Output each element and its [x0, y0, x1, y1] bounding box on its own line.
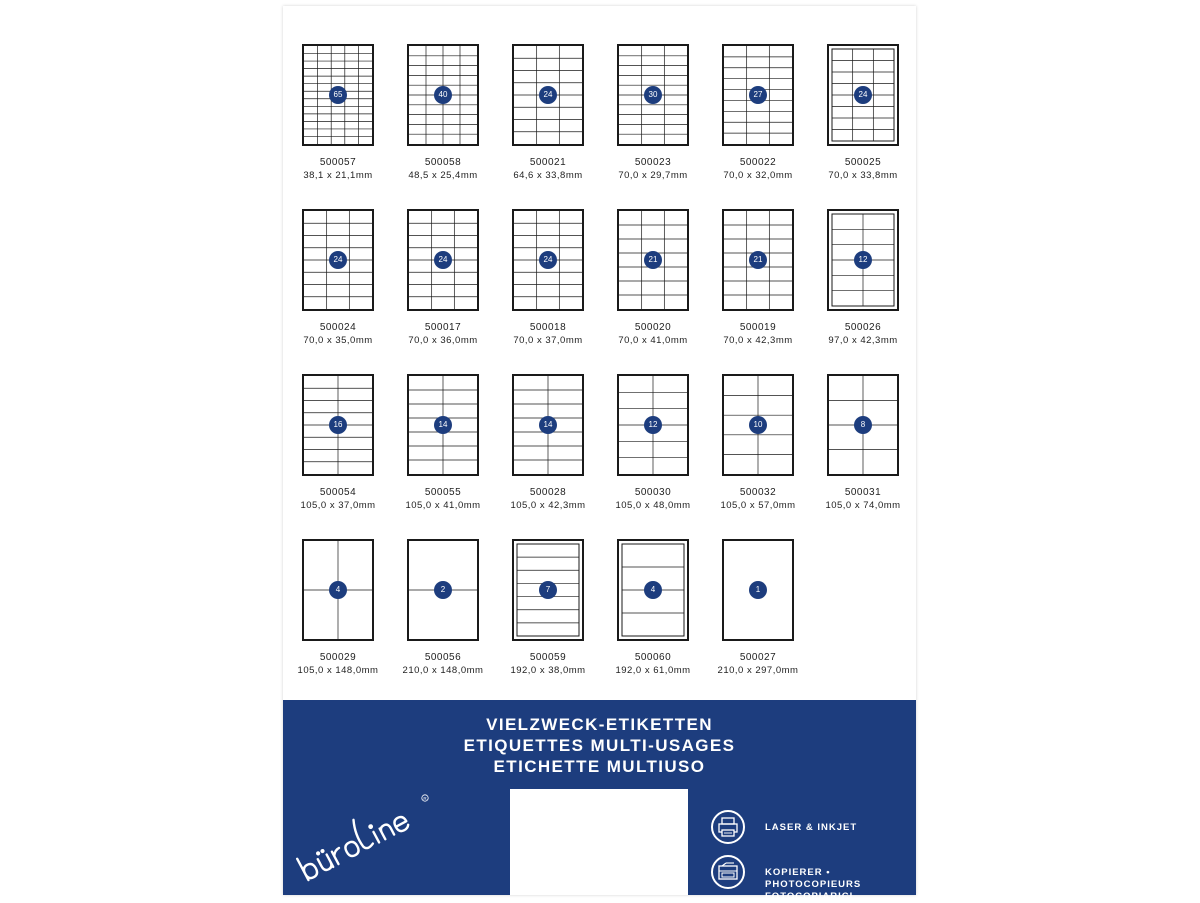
article-number: 500028	[529, 487, 567, 498]
printer-icon	[711, 810, 745, 844]
label-format-item	[713, 209, 803, 347]
label-sheet-thumbnail	[722, 374, 794, 476]
label-dimensions: 70,0 x 32,0mm	[723, 170, 793, 181]
label-sheet-thumbnail	[512, 44, 584, 146]
label-dimensions: 70,0 x 41,0mm	[618, 335, 688, 346]
label-format-grid	[283, 6, 916, 696]
label-dimensions: 105,0 x 74,0mm	[825, 500, 901, 511]
label-sheet-thumbnail	[512, 209, 584, 311]
label-count-badge: 10	[749, 416, 767, 434]
label-count-badge: 2	[434, 581, 452, 599]
label-format-item	[398, 539, 488, 677]
label-dimensions: 70,0 x 36,0mm	[408, 335, 478, 346]
label-count-badge: 27	[749, 86, 767, 104]
article-number: 500018	[529, 322, 567, 333]
label-sheet-thumbnail	[512, 539, 584, 641]
label-sheet-thumbnail	[302, 539, 374, 641]
label-count-badge: 24	[329, 251, 347, 269]
label-format-item	[608, 539, 698, 677]
label-dimensions: 105,0 x 42,3mm	[510, 500, 586, 511]
label-sheet-thumbnail	[617, 44, 689, 146]
label-count-badge: 40	[434, 86, 452, 104]
label-sheet-thumbnail	[827, 374, 899, 476]
label-dimensions: 192,0 x 38,0mm	[510, 665, 586, 676]
label-dimensions: 210,0 x 297,0mm	[717, 665, 799, 676]
label-dimensions: 70,0 x 37,0mm	[513, 335, 583, 346]
label-format-item	[818, 209, 908, 347]
article-number: 500027	[739, 652, 777, 663]
label-format-item	[293, 539, 383, 677]
label-sheet-thumbnail	[302, 374, 374, 476]
label-sheet-thumbnail	[302, 44, 374, 146]
label-format-item	[608, 209, 698, 347]
label-dimensions: 97,0 x 42,3mm	[828, 335, 898, 346]
label-dimensions: 105,0 x 148,0mm	[297, 665, 379, 676]
label-count-badge: 24	[539, 251, 557, 269]
article-number: 500058	[424, 157, 462, 168]
feature-copier-line-1: KOPIERER • PHOTOCOPIEURS	[765, 867, 862, 890]
label-count-badge: 24	[854, 86, 872, 104]
label-dimensions: 192,0 x 61,0mm	[615, 665, 691, 676]
label-sheet-thumbnail	[827, 209, 899, 311]
label-count-badge: 1	[749, 581, 767, 599]
label-dimensions: 105,0 x 48,0mm	[615, 500, 691, 511]
label-count-badge: 14	[539, 416, 557, 434]
copier-icon	[711, 855, 745, 889]
article-number: 500025	[844, 157, 882, 168]
feature-copier-line-2: FOTOCOPIARICI	[765, 891, 854, 902]
label-format-item	[503, 209, 593, 347]
label-count-badge: 16	[329, 416, 347, 434]
label-count-badge: 14	[434, 416, 452, 434]
label-count-badge: 21	[644, 251, 662, 269]
article-number: 500031	[844, 487, 882, 498]
article-number: 500026	[844, 322, 882, 333]
label-format-item	[398, 209, 488, 347]
label-format-item	[398, 374, 488, 512]
title-italian: ETICHETTE MULTIUSO	[493, 757, 706, 776]
label-format-item	[713, 374, 803, 512]
article-number: 500022	[739, 157, 777, 168]
label-count-badge: 65	[329, 86, 347, 104]
article-number: 500060	[634, 652, 672, 663]
article-number: 500057	[319, 157, 357, 168]
label-dimensions: 38,1 x 21,1mm	[303, 170, 373, 181]
article-number: 500017	[424, 322, 462, 333]
label-format-item	[293, 209, 383, 347]
label-sheet-thumbnail	[302, 209, 374, 311]
label-sheet-thumbnail	[722, 209, 794, 311]
article-number: 500056	[424, 652, 462, 663]
label-count-badge: 30	[644, 86, 662, 104]
label-sample-window	[510, 789, 688, 895]
label-dimensions: 64,6 x 33,8mm	[513, 170, 583, 181]
label-sheet-thumbnail	[827, 44, 899, 146]
label-format-item	[608, 44, 698, 182]
label-format-item	[818, 44, 908, 182]
label-count-badge: 7	[539, 581, 557, 599]
article-number: 500059	[529, 652, 567, 663]
label-count-badge: 4	[329, 581, 347, 599]
title-german: VIELZWECK-ETIKETTEN	[486, 715, 713, 734]
label-count-badge: 21	[749, 251, 767, 269]
label-dimensions: 70,0 x 42,3mm	[723, 335, 793, 346]
label-count-badge: 12	[854, 251, 872, 269]
label-count-badge: 24	[434, 251, 452, 269]
label-sheet-thumbnail	[407, 539, 479, 641]
label-dimensions: 105,0 x 41,0mm	[405, 500, 481, 511]
label-sheet-thumbnail	[722, 539, 794, 641]
label-dimensions: 48,5 x 25,4mm	[408, 170, 478, 181]
label-format-item	[818, 374, 908, 512]
label-format-item	[503, 539, 593, 677]
label-sheet-thumbnail	[407, 374, 479, 476]
feature-copier-text	[765, 867, 916, 903]
article-number: 500020	[634, 322, 672, 333]
article-number: 500054	[319, 487, 357, 498]
label-count-badge: 24	[539, 86, 557, 104]
label-sheet-thumbnail	[617, 374, 689, 476]
label-sheet-thumbnail	[512, 374, 584, 476]
label-sheet-thumbnail	[407, 44, 479, 146]
article-number: 500024	[319, 322, 357, 333]
label-dimensions: 105,0 x 57,0mm	[720, 500, 796, 511]
label-sheet-thumbnail	[617, 539, 689, 641]
article-number: 500023	[634, 157, 672, 168]
article-number: 500019	[739, 322, 777, 333]
label-format-item	[293, 44, 383, 182]
article-number: 500029	[319, 652, 357, 663]
label-product-sheet	[283, 6, 916, 902]
label-count-badge: 12	[644, 416, 662, 434]
label-format-item	[713, 44, 803, 182]
article-number: 500030	[634, 487, 672, 498]
label-sheet-thumbnail	[722, 44, 794, 146]
label-format-item	[293, 374, 383, 512]
label-dimensions: 105,0 x 37,0mm	[300, 500, 376, 511]
label-format-item	[713, 539, 803, 677]
title-french: ETIQUETTES MULTI-USAGES	[463, 736, 736, 755]
article-number: 500032	[739, 487, 777, 498]
label-format-item	[398, 44, 488, 182]
brand-logo	[287, 788, 437, 888]
label-dimensions: 70,0 x 29,7mm	[618, 170, 688, 181]
label-sheet-thumbnail	[407, 209, 479, 311]
product-titles	[283, 714, 916, 777]
label-dimensions: 210,0 x 148,0mm	[402, 665, 484, 676]
label-format-item	[503, 374, 593, 512]
label-sheet-thumbnail	[617, 209, 689, 311]
label-format-item	[503, 44, 593, 182]
label-count-badge: 8	[854, 416, 872, 434]
feature-printer-text: LASER & INKJET	[765, 822, 858, 833]
label-dimensions: 70,0 x 33,8mm	[828, 170, 898, 181]
product-banner	[283, 700, 916, 902]
label-dimensions: 70,0 x 35,0mm	[303, 335, 373, 346]
article-number: 500021	[529, 157, 567, 168]
svg-text:R: R	[423, 796, 427, 801]
label-format-item	[608, 374, 698, 512]
label-count-badge: 4	[644, 581, 662, 599]
article-number: 500055	[424, 487, 462, 498]
